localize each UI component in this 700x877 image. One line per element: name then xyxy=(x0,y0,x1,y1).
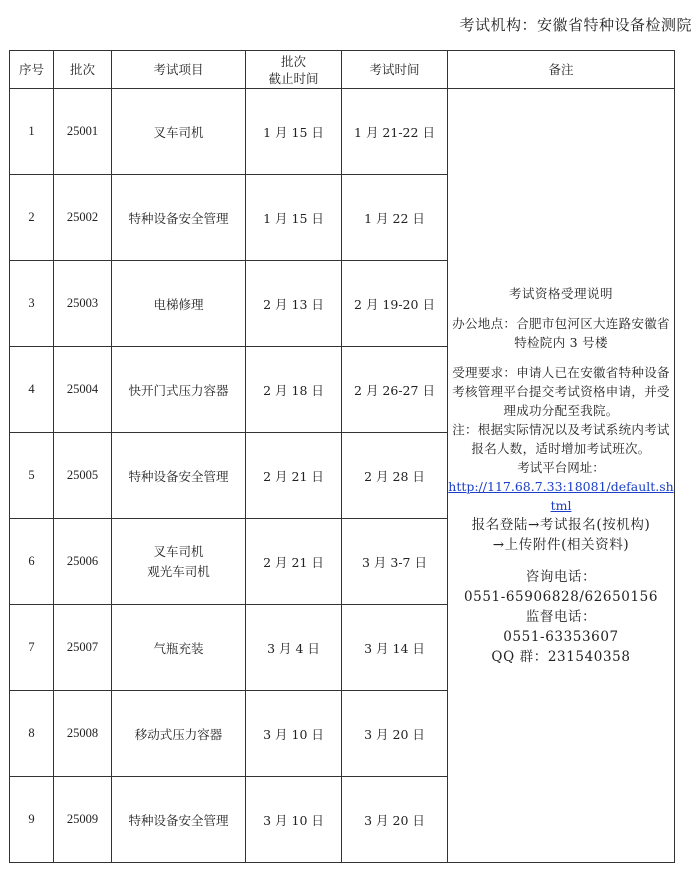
row-exam-time: 3 月 3-7 日 xyxy=(342,519,448,605)
row-seq: 1 xyxy=(10,89,54,175)
notes-consult-phone: 0551-65906828/62650156 xyxy=(463,589,659,605)
row-item-line1: 叉车司机 xyxy=(153,543,204,559)
notes-cell xyxy=(448,89,675,863)
notes-qq xyxy=(448,647,674,667)
notes-supervise-label: 监督电话： xyxy=(525,609,597,625)
row-item: 移动式压力容器 xyxy=(112,691,246,777)
row-seq: 6 xyxy=(10,519,54,605)
notes-spacer xyxy=(448,555,674,567)
row-batch: 25003 xyxy=(54,261,112,347)
notes-platform-label: 考试平台网址： xyxy=(517,460,605,475)
column-header-notes: 备注 xyxy=(448,51,675,89)
row-deadline: 1 月 15 日 xyxy=(246,89,342,175)
row-seq: 8 xyxy=(10,691,54,777)
notes-qq-label: QQ 群： xyxy=(491,649,548,665)
table-header-row xyxy=(10,51,675,89)
column-header-seq: 序号 xyxy=(10,51,54,89)
row-exam-time: 2 月 28 日 xyxy=(342,433,448,519)
row-exam-time: 1 月 22 日 xyxy=(342,175,448,261)
notes-steps-line2: →上传附件(相关资料) xyxy=(492,537,630,553)
row-batch: 25005 xyxy=(54,433,112,519)
row-seq: 5 xyxy=(10,433,54,519)
table-row xyxy=(10,89,675,175)
row-batch: 25007 xyxy=(54,605,112,691)
row-deadline: 2 月 18 日 xyxy=(246,347,342,433)
notes-supervise-phone: 0551-63353607 xyxy=(503,629,619,645)
row-batch: 25002 xyxy=(54,175,112,261)
organization-line: 考试机构：安徽省特种设备检测院 xyxy=(459,16,692,34)
notes-qq-number: 231540358 xyxy=(547,649,631,665)
row-batch: 25009 xyxy=(54,777,112,863)
row-exam-time: 2 月 19-20 日 xyxy=(342,261,448,347)
row-seq: 2 xyxy=(10,175,54,261)
row-exam-time: 3 月 14 日 xyxy=(342,605,448,691)
row-item: 电梯修理 xyxy=(112,261,246,347)
notes-title: 考试资格受理说明 xyxy=(508,286,613,301)
row-batch: 25004 xyxy=(54,347,112,433)
row-deadline: 2 月 21 日 xyxy=(246,433,342,519)
row-item: 特种设备安全管理 xyxy=(112,777,246,863)
notes-address: 办公地点：合肥市包河区大连路安徽省特检院内 3 号楼 xyxy=(452,316,670,350)
row-deadline: 3 月 10 日 xyxy=(246,691,342,777)
notes-platform-link-wrap xyxy=(448,477,674,515)
row-item xyxy=(112,519,246,605)
row-exam-time: 1 月 21-22 日 xyxy=(342,89,448,175)
row-item: 快开门式压力容器 xyxy=(112,347,246,433)
row-item: 叉车司机 xyxy=(112,89,246,175)
row-exam-time: 2 月 26-27 日 xyxy=(342,347,448,433)
row-deadline: 2 月 13 日 xyxy=(246,261,342,347)
row-item-line2: 观光车司机 xyxy=(147,563,210,579)
row-exam-time: 3 月 20 日 xyxy=(342,777,448,863)
column-header-deadline-line2: 截止时间 xyxy=(268,70,319,86)
notes-steps-line1: 报名登陆→考试报名(按机构) xyxy=(471,517,651,533)
row-deadline: 1 月 15 日 xyxy=(246,175,342,261)
column-header-exam-time: 考试时间 xyxy=(342,51,448,89)
notes-remark: 注：根据实际情况以及考试系统内考试报名人数，适时增加考试班次。 xyxy=(452,422,670,456)
row-seq: 7 xyxy=(10,605,54,691)
row-seq: 9 xyxy=(10,777,54,863)
column-header-batch: 批次 xyxy=(54,51,112,89)
column-header-deadline-line1: 批次 xyxy=(280,53,306,69)
row-deadline: 2 月 21 日 xyxy=(246,519,342,605)
row-seq: 4 xyxy=(10,347,54,433)
row-batch: 25001 xyxy=(54,89,112,175)
platform-url-link[interactable]: http://117.68.7.33:18081/default.shtml xyxy=(448,479,674,513)
notes-requirement: 受理要求：申请人已在安徽省特种设备考核管理平台提交考试资格申请，并受理成功分配至我院。 xyxy=(452,365,670,418)
row-item: 特种设备安全管理 xyxy=(112,433,246,519)
column-header-deadline xyxy=(246,51,342,89)
row-item: 气瓶充装 xyxy=(112,605,246,691)
row-batch: 25006 xyxy=(54,519,112,605)
row-exam-time: 3 月 20 日 xyxy=(342,691,448,777)
exam-schedule-table xyxy=(9,50,675,863)
row-seq: 3 xyxy=(10,261,54,347)
row-item: 特种设备安全管理 xyxy=(112,175,246,261)
row-deadline: 3 月 4 日 xyxy=(246,605,342,691)
column-header-item: 考试项目 xyxy=(112,51,246,89)
row-deadline: 3 月 10 日 xyxy=(246,777,342,863)
row-batch: 25008 xyxy=(54,691,112,777)
notes-consult-label: 咨询电话： xyxy=(525,569,597,585)
